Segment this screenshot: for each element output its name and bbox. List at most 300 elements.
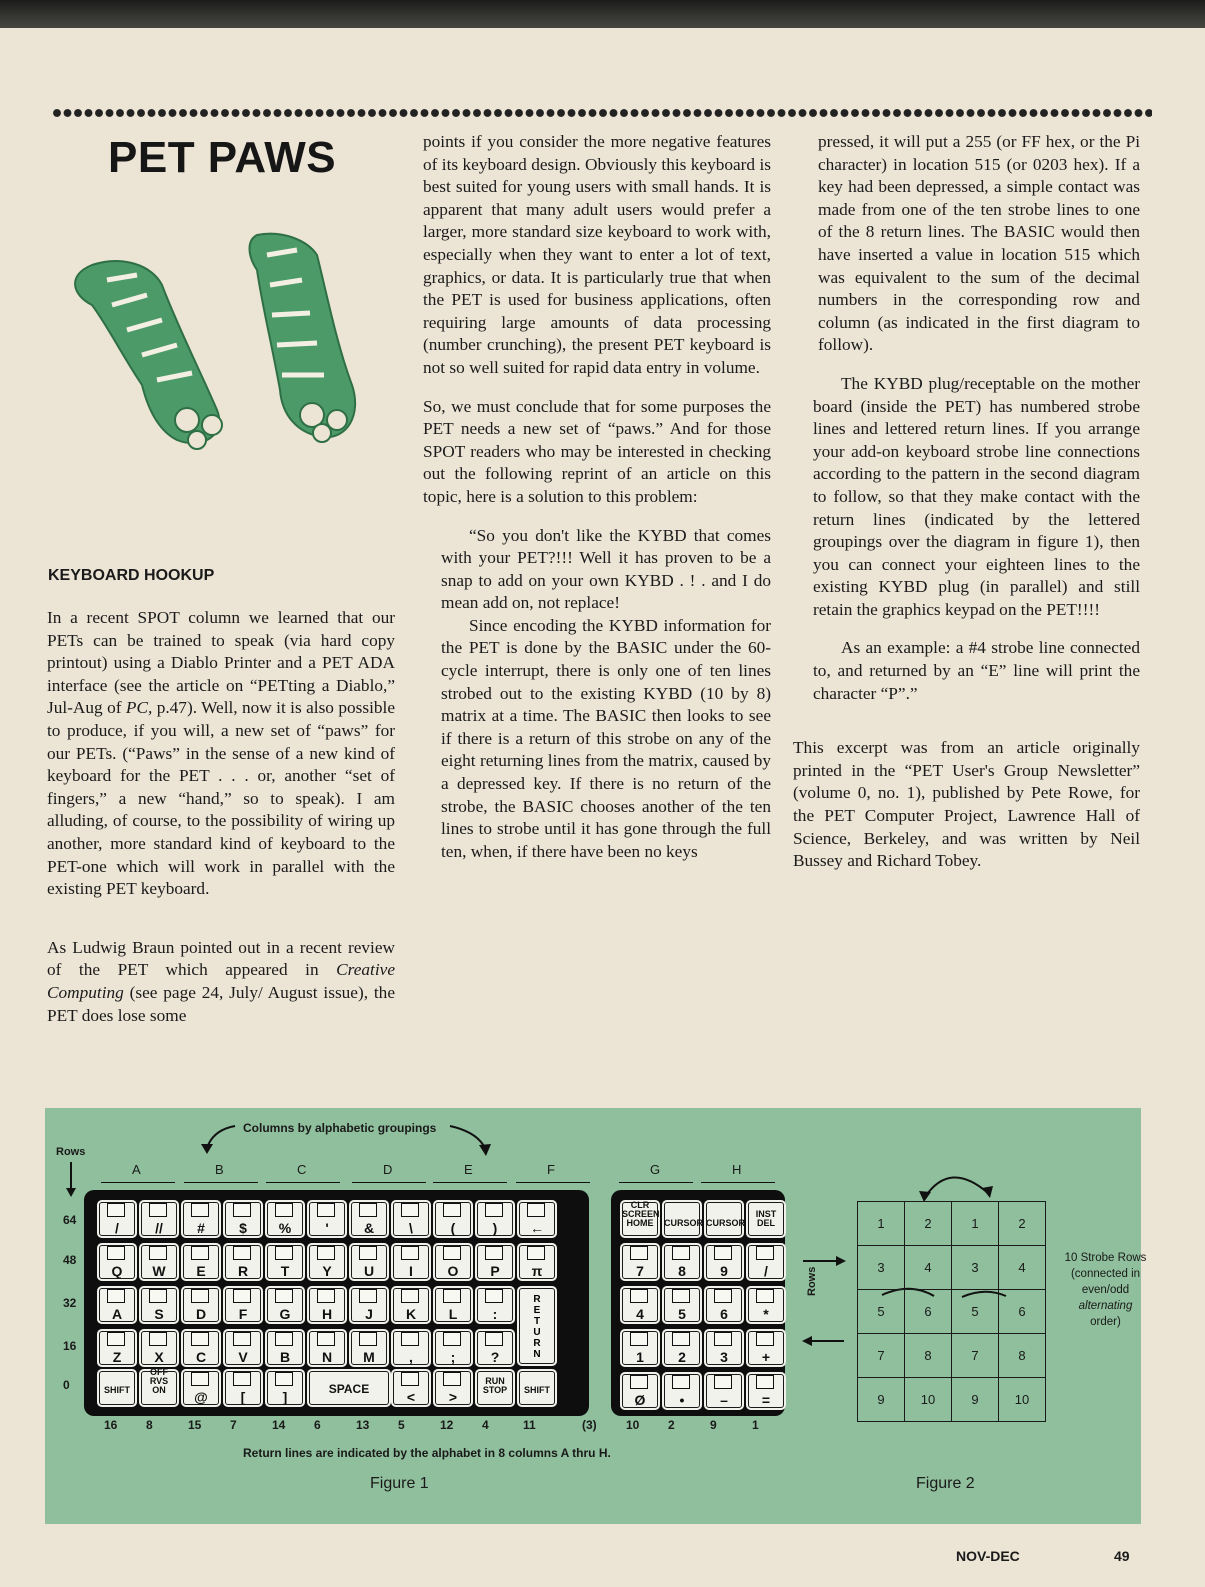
key-label: R [237, 1263, 249, 1279]
key-graphic-symbol [275, 1246, 293, 1260]
column-bracket [619, 1182, 693, 1183]
key-graphic-symbol [275, 1372, 293, 1386]
key-graphic-symbol [275, 1289, 293, 1303]
column-one [47, 607, 395, 1027]
key-label: X [154, 1349, 164, 1365]
keypad-key [746, 1372, 786, 1410]
grid-cell: 5 [858, 1290, 905, 1334]
grid-row [858, 1334, 1046, 1378]
keyboard-key [475, 1200, 515, 1238]
key-label: CURSOR [706, 1218, 746, 1228]
key-label: ; [450, 1349, 456, 1365]
key-graphic-symbol [191, 1246, 209, 1260]
key-graphic-symbol [233, 1372, 251, 1386]
grid-cell: 2 [905, 1202, 952, 1246]
strobe-number: 7 [230, 1418, 237, 1432]
key-label: RUN STOP [482, 1376, 508, 1395]
key-label: < [406, 1389, 416, 1405]
keypad-key [620, 1200, 660, 1238]
key-graphic-symbol [317, 1332, 335, 1346]
key-graphic-symbol [714, 1332, 732, 1346]
key-label: Q [111, 1263, 123, 1279]
keyboard-key [475, 1243, 515, 1281]
key-graphic-symbol [149, 1289, 167, 1303]
key-label: OFF RVS ON [149, 1367, 169, 1395]
column-bracket [701, 1182, 775, 1183]
key-label: 7 [636, 1263, 644, 1279]
key-label: V [238, 1349, 248, 1365]
keypad-key [746, 1286, 786, 1324]
paragraph-diablo: In a recent SPOT column we learned that our PETs can be trained to speak (via hard copy printout) using a Diablo Printer and a PET ADA interface (see the article on “PETting a Diablo,” Jul-Aug of PC, p.47). Well, now it is also possible to produce, if you will, a new set of “paws” for our PETs. (“Paws” in the sense of a new kind of keyboard for the PET . . . or, another “set of fingers,” a new “hand,” so to speak). I am alluding, of course, to the possibility of wiring up another, more standard kind of keyboard to the PET-one which will work in parallel with the existing PET keyboard. [47, 608, 395, 899]
key-label: ] [282, 1389, 288, 1405]
keypad-key [620, 1243, 660, 1281]
grid-cell: 3 [858, 1246, 905, 1290]
column-bracket [101, 1182, 175, 1183]
key-label: ? [490, 1349, 500, 1365]
keyboard-key [349, 1200, 389, 1238]
key-graphic-symbol [401, 1289, 419, 1303]
paws-illustration [52, 225, 382, 455]
strobe-number: 12 [440, 1418, 454, 1432]
key-graphic-symbol [630, 1289, 648, 1303]
grid-cell: 8 [905, 1334, 952, 1378]
grid-row [858, 1290, 1046, 1334]
keyboard-key [433, 1329, 473, 1367]
keyboard-key [307, 1329, 347, 1367]
column-letter: F [547, 1162, 555, 1177]
key-graphic-symbol [275, 1332, 293, 1346]
keyboard-key [97, 1200, 137, 1238]
keypad-key [704, 1243, 744, 1281]
keyboard-key [391, 1329, 431, 1367]
key-graphic-symbol [191, 1203, 209, 1217]
keyboard-key [307, 1200, 347, 1238]
grid-cell: 2 [999, 1202, 1046, 1246]
key-label: 1 [636, 1349, 644, 1365]
columns-label: Columns by alphabetic groupings [243, 1121, 437, 1135]
key-label: $ [239, 1220, 247, 1236]
key-label: 8 [678, 1263, 686, 1279]
column-bracket [266, 1182, 340, 1183]
figure1-caption: Figure 1 [370, 1475, 429, 1492]
key-label: ← [530, 1220, 544, 1236]
keyboard-key [349, 1286, 389, 1324]
column-letter: C [297, 1162, 307, 1177]
dotted-rule [52, 106, 1152, 120]
keyboard-key [223, 1243, 263, 1281]
key-graphic-symbol [485, 1246, 503, 1260]
key-graphic-symbol [191, 1372, 209, 1386]
keypad-key [620, 1372, 660, 1410]
keyboard-key [181, 1329, 221, 1367]
key-label: M [363, 1349, 375, 1365]
key-label: I [409, 1263, 413, 1279]
grid-cell: 3 [952, 1246, 999, 1290]
grid-row [858, 1378, 1046, 1422]
strobe-number: 1 [752, 1418, 759, 1432]
key-graphic-symbol [527, 1246, 545, 1260]
keypad-key [704, 1372, 744, 1410]
key-graphic-symbol [359, 1203, 377, 1217]
figure2-caption: Figure 2 [916, 1475, 975, 1492]
strobe-number: 15 [188, 1418, 202, 1432]
key-label: O [447, 1263, 459, 1279]
keypad-key [662, 1243, 702, 1281]
keyboard-key [307, 1286, 347, 1324]
key-graphic-symbol [149, 1203, 167, 1217]
key-label: & [363, 1220, 375, 1236]
key-label: 6 [720, 1306, 728, 1322]
key-label: T [280, 1263, 290, 1279]
keyboard-key [181, 1369, 221, 1407]
key-label: # [197, 1220, 205, 1236]
keyboard-key [433, 1286, 473, 1324]
row-value: 0 [63, 1378, 70, 1392]
key-label: 5 [678, 1306, 686, 1322]
strobe-number: 6 [314, 1418, 321, 1432]
keypad-key [662, 1200, 702, 1238]
key-label: ( [450, 1220, 456, 1236]
grid-cell: 1 [858, 1202, 905, 1246]
grid-cell: 8 [999, 1334, 1046, 1378]
quote-paragraph-1: “So you don't like the KYBD that comes with your PET?!!! Well it has proven to be a snap to add on your own KYBD . ! . and I do mean add on, not replace! [441, 525, 771, 613]
key-label: @ [194, 1389, 208, 1405]
strobe-number: 9 [710, 1418, 717, 1432]
grid-cell: 6 [999, 1290, 1046, 1334]
column-letter: A [132, 1162, 141, 1177]
key-graphic-symbol [485, 1289, 503, 1303]
column-letter: H [732, 1162, 742, 1177]
rows-axis-label: Rows [56, 1146, 86, 1158]
keyboard-key [97, 1286, 137, 1324]
key-graphic-symbol [756, 1332, 774, 1346]
key-graphic-symbol [317, 1203, 335, 1217]
key-label: 9 [720, 1263, 728, 1279]
page-binding-shadow [0, 0, 1205, 30]
key-label: C [195, 1349, 207, 1365]
grid-cell: 9 [952, 1378, 999, 1422]
key-graphic-symbol [672, 1332, 690, 1346]
key-graphic-symbol [401, 1203, 419, 1217]
key-label: * [763, 1306, 769, 1322]
key-label: 2 [678, 1349, 686, 1365]
keyboard-key [517, 1243, 557, 1281]
key-graphic-symbol [443, 1289, 461, 1303]
keyboard-key [475, 1369, 515, 1407]
keyboard-key [475, 1286, 515, 1324]
keyboard-key [433, 1369, 473, 1407]
keyboard-key [97, 1329, 137, 1367]
column-bracket [352, 1182, 426, 1183]
keypad-key [746, 1329, 786, 1367]
key-label: Y [322, 1263, 332, 1279]
column-letter: B [215, 1162, 224, 1177]
key-graphic-symbol [672, 1375, 690, 1389]
paragraph-example: As an example: a #4 strobe line connected to, and returned by an “E” line will print the character “P”.” [813, 638, 1140, 703]
strobe-number: 2 [668, 1418, 675, 1432]
keyboard-key [433, 1200, 473, 1238]
key-label: / [764, 1263, 768, 1279]
key-label: N [321, 1349, 333, 1365]
key-label: % [278, 1220, 292, 1236]
key-graphic-symbol [107, 1203, 125, 1217]
keyboard-key [265, 1243, 305, 1281]
key-label: K [405, 1306, 417, 1322]
key-graphic-symbol [756, 1289, 774, 1303]
strobe-number: 5 [398, 1418, 405, 1432]
grid-row [858, 1246, 1046, 1290]
key-graphic-symbol [443, 1246, 461, 1260]
key-label: D [195, 1306, 207, 1322]
keyboard-key [349, 1243, 389, 1281]
keypad-key [662, 1286, 702, 1324]
key-graphic-symbol [107, 1246, 125, 1260]
key-label: \ [409, 1220, 413, 1236]
keyboard-key [517, 1369, 557, 1407]
key-label: G [279, 1306, 291, 1322]
key-label: F [238, 1306, 248, 1322]
keyboard-key [475, 1329, 515, 1367]
keypad-key [746, 1243, 786, 1281]
rows-down-arrow [64, 1162, 78, 1198]
grid-cell: 4 [905, 1246, 952, 1290]
keyboard-key [181, 1200, 221, 1238]
strobe-number: 11 [523, 1418, 536, 1432]
column-letter: E [464, 1162, 473, 1177]
keyboard-key [391, 1369, 431, 1407]
strobe-number: 16 [104, 1418, 118, 1432]
key-graphic-symbol [485, 1332, 503, 1346]
key-graphic-symbol [672, 1289, 690, 1303]
column-letter: G [650, 1162, 661, 1177]
row-value: 32 [63, 1296, 77, 1310]
keyboard-key [139, 1286, 179, 1324]
figure2-rows-label: Rows [806, 1266, 818, 1296]
keypad-key [662, 1372, 702, 1410]
keyboard-key [223, 1369, 263, 1407]
keyboard-key [265, 1200, 305, 1238]
keyboard-key [97, 1369, 137, 1407]
return-key [517, 1286, 557, 1366]
key-graphic-symbol [401, 1372, 419, 1386]
key-graphic-symbol [401, 1246, 419, 1260]
key-label: E [196, 1263, 206, 1279]
keyboard-key [223, 1200, 263, 1238]
article-title: PET PAWS [108, 133, 337, 182]
page-number: 49 [1114, 1548, 1130, 1564]
strobe-number: 13 [356, 1418, 370, 1432]
keyboard-key [307, 1243, 347, 1281]
key-label: π [531, 1263, 543, 1279]
key-graphic-symbol [756, 1375, 774, 1389]
grid-row [858, 1202, 1046, 1246]
key-graphic-symbol [317, 1246, 335, 1260]
key-graphic-symbol [756, 1246, 774, 1260]
key-graphic-symbol [630, 1332, 648, 1346]
strobe-number: (3) [582, 1418, 597, 1432]
column-bracket [433, 1182, 507, 1183]
key-label: // [155, 1220, 163, 1236]
key-label: – [720, 1392, 728, 1408]
keyboard-key [349, 1329, 389, 1367]
column-bracket [184, 1182, 258, 1183]
key-label: ) [492, 1220, 498, 1236]
keyboard-key [265, 1286, 305, 1324]
key-graphic-symbol [233, 1246, 251, 1260]
key-graphic-symbol [630, 1246, 648, 1260]
strobe-number: 14 [272, 1418, 286, 1432]
issue-label: NOV-DEC [956, 1548, 1020, 1564]
key-label: SPACE [328, 1382, 370, 1396]
key-graphic-symbol [443, 1332, 461, 1346]
quote-paragraph-2: Since encoding the KYBD information for the PET is done by the BASIC under the 60-cycle interrupt, there is only one of ten lines strobed out to the existing KYBD (10 by 8) matrix at a time. The BASIC then looks to see if there is a return of this strobe on any of the eight returning lines from the matrix, caused by a depressed key. If there is no return of the strobe, the BASIC chooses another of the ten lines to strobe until it has gone through the full ten, when, if there have been no keys [441, 615, 771, 861]
keyboard-key [139, 1243, 179, 1281]
key-graphic-symbol [191, 1332, 209, 1346]
key-label: 4 [636, 1306, 644, 1322]
column-bracket [516, 1182, 590, 1183]
grid-cell: 9 [858, 1378, 905, 1422]
keyboard-key [391, 1200, 431, 1238]
row-value: 48 [63, 1253, 77, 1267]
key-graphic-symbol [275, 1203, 293, 1217]
key-graphic-symbol [233, 1203, 251, 1217]
key-graphic-symbol [443, 1372, 461, 1386]
figure2-note: 10 Strobe Rows (connected in even/odd alternating order) [1064, 1252, 1147, 1328]
key-label: = [761, 1392, 771, 1408]
key-graphic-symbol [359, 1246, 377, 1260]
key-graphic-symbol [485, 1203, 503, 1217]
key-label: J [365, 1306, 373, 1322]
key-label: , [409, 1349, 413, 1365]
grid-cell: 6 [905, 1290, 952, 1334]
key-label: P [490, 1263, 500, 1279]
strobe-grid [857, 1201, 1046, 1422]
column-two [423, 131, 771, 863]
key-label: B [279, 1349, 291, 1365]
key-graphic-symbol [107, 1289, 125, 1303]
keyboard-key [265, 1329, 305, 1367]
key-label: A [111, 1306, 123, 1322]
strobe-number: 8 [146, 1418, 153, 1432]
keypad-key [704, 1329, 744, 1367]
strobe-number: 10 [626, 1418, 640, 1432]
key-label: CURSOR [664, 1218, 704, 1228]
keyboard-key [391, 1286, 431, 1324]
key-graphic-symbol [401, 1332, 419, 1346]
key-label: SHIFT [104, 1385, 130, 1395]
key-label: : [492, 1306, 498, 1322]
key-label: S [154, 1306, 164, 1322]
keyboard-key [517, 1200, 557, 1238]
keyboard-key [433, 1243, 473, 1281]
grid-cell: 10 [999, 1378, 1046, 1422]
key-label: [ [240, 1389, 246, 1405]
key-graphic-symbol [443, 1203, 461, 1217]
key-label: ' [325, 1220, 329, 1236]
grid-cell: 5 [952, 1290, 999, 1334]
paragraph-conclusion: So, we must conclude that for some purposes the PET needs a new set of “paws.” And for those SPOT readers who may be interested in checking out the following reprint of an article on this topic, here is a solution to this problem: [423, 396, 771, 506]
return-key-label: RETURN [533, 1294, 541, 1360]
row-value: 64 [63, 1213, 77, 1227]
space-bar [307, 1369, 391, 1407]
keypad-key [662, 1329, 702, 1367]
grid-cell: 1 [952, 1202, 999, 1246]
grid-cell: 10 [905, 1378, 952, 1422]
key-graphic-symbol [233, 1289, 251, 1303]
key-graphic-symbol [630, 1375, 648, 1389]
keyboard-key [139, 1200, 179, 1238]
column-letter: D [383, 1162, 393, 1177]
keyboard-key [139, 1369, 179, 1407]
key-label: > [448, 1389, 458, 1405]
keyboard-key [181, 1243, 221, 1281]
key-label: SHIFT [524, 1385, 550, 1395]
keyboard-key [223, 1286, 263, 1324]
keyboard-key [139, 1329, 179, 1367]
key-graphic-symbol [714, 1246, 732, 1260]
key-label: H [321, 1306, 333, 1322]
key-graphic-symbol [359, 1332, 377, 1346]
key-graphic-symbol [317, 1289, 335, 1303]
keyboard-key [391, 1243, 431, 1281]
keyboard-key [223, 1329, 263, 1367]
column-three [793, 131, 1140, 873]
columns-arrows [195, 1118, 495, 1158]
paragraph-keyboard-design: points if you consider the more negative features of its keyboard design. Obviously this keyboard is best suited for young users with small hands. It is apparent that many adult users would prefer a larger, more standard size keyboard to work with, especially when they want to enter a lot of text, graphics, or data. It is particularly true that when the PET is used for business applications, often requiring large amounts of data processing (number crunching), the present PET keyboard is not so well suited for rapid data entry in volume. [423, 132, 771, 377]
key-graphic-symbol [233, 1332, 251, 1346]
key-label: CLR SCREEN HOME [622, 1200, 660, 1228]
section-heading: KEYBOARD HOOKUP [48, 567, 215, 584]
strobe-number: 4 [482, 1418, 489, 1432]
key-label: / [115, 1220, 119, 1236]
grid-cell: 7 [952, 1334, 999, 1378]
key-label: 3 [720, 1349, 728, 1365]
key-graphic-symbol [149, 1332, 167, 1346]
grid-cell: 4 [999, 1246, 1046, 1290]
keypad-key [704, 1200, 744, 1238]
key-label: • [679, 1392, 685, 1408]
key-graphic-symbol [714, 1375, 732, 1389]
keypad-key [746, 1200, 786, 1238]
key-label: INST DEL [755, 1209, 777, 1228]
keypad-key [704, 1286, 744, 1324]
key-graphic-symbol [191, 1289, 209, 1303]
keyboard-key [181, 1286, 221, 1324]
key-label: L [448, 1306, 458, 1322]
paragraph-braun: As Ludwig Braun pointed out in a recent review of the PET which appeared in Creative Computing (see page 24, July/ August issue), the PET does lose some [47, 937, 395, 1025]
key-graphic-symbol [149, 1246, 167, 1260]
key-graphic-symbol [714, 1289, 732, 1303]
key-label: + [761, 1349, 771, 1365]
key-label: U [363, 1263, 375, 1279]
key-graphic-symbol [359, 1289, 377, 1303]
return-lines-note: Return lines are indicated by the alphabet in 8 columns A thru H. [243, 1446, 611, 1460]
grid-cell: 7 [858, 1334, 905, 1378]
key-graphic-symbol [527, 1203, 545, 1217]
paragraph-strobe: pressed, it will put a 255 (or FF hex, or the Pi character) in location 515 (or 0203 hex). If a key had been depressed, a simple contact was made from one of the ten strobe lines to one of the 8 return lines. The BASIC would then have inserted a value in location 515 which was equivalent to the sum of the decimal numbers in the corresponding row and column (as indicated in the first diagram to follow). [818, 132, 1140, 355]
key-label: Ø [634, 1392, 646, 1408]
row-value: 16 [63, 1339, 77, 1353]
paragraph-plug: The KYBD plug/receptable on the mother board (inside the PET) has numbered strobe lines and lettered return lines. If you arrange your add-on keyboard strobe line connections according to the pattern in the second diagram to follow, so that they make contact with the return lines (indicated by the lettered groupings over the diagram in figure 1), then you can connect your eighteen lines to the existing KYBD plug (in parallel) and still retain the graphics keypad on the PET!!!! [813, 373, 1140, 619]
key-label: Z [112, 1349, 122, 1365]
keypad-key [620, 1329, 660, 1367]
key-graphic-symbol [107, 1332, 125, 1346]
keypad-key [620, 1286, 660, 1324]
paragraph-credits: This excerpt was from an article originally printed in the “PET User's Group Newsletter” (volume 0, no. 1), published by Pete Rowe, for the PET Computer Project, Lawrence Hall of Science, Berkeley, and was written by Neil Bussey and Richard Tobey. [793, 738, 1140, 871]
key-label: W [152, 1263, 166, 1279]
keyboard-key [265, 1369, 305, 1407]
key-graphic-symbol [672, 1246, 690, 1260]
